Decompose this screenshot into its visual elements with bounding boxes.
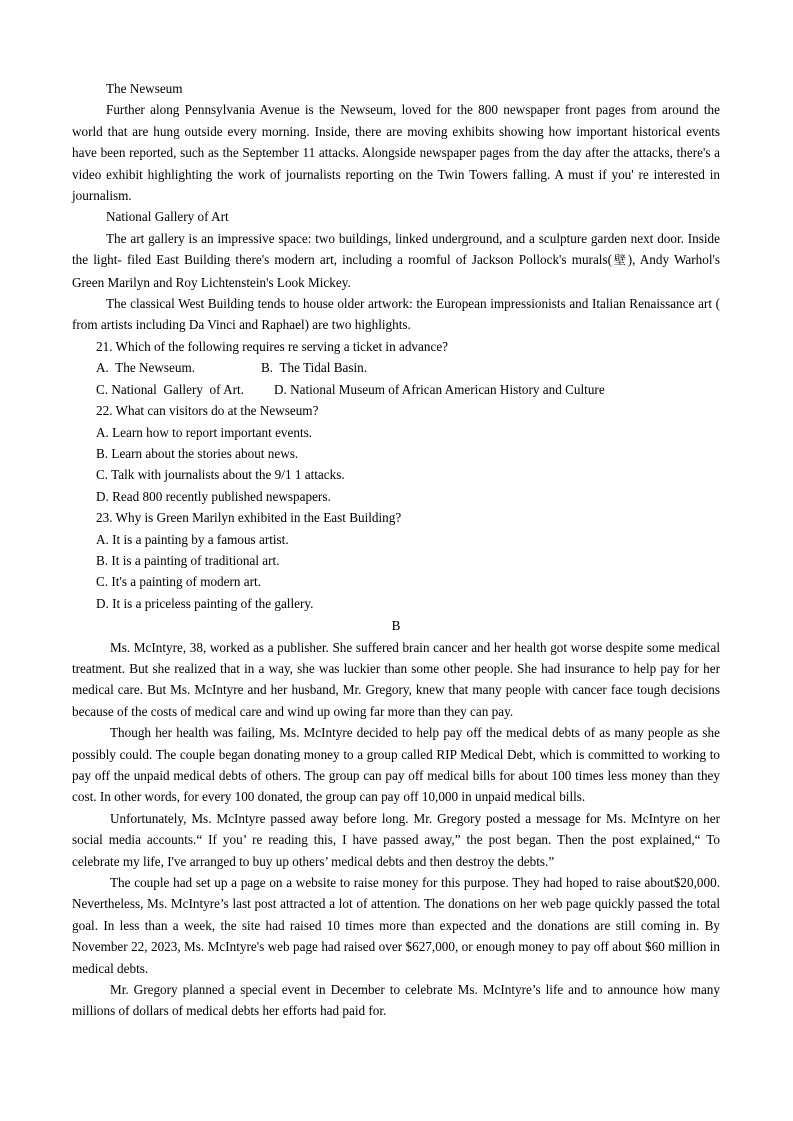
question-23-option-b[interactable]: B. It is a painting of traditional art. xyxy=(96,552,280,568)
question-23-option-d[interactable]: D. It is a priceless painting of the gallery. xyxy=(96,595,314,611)
passage-b-paragraph-1: Ms. McIntyre, 38, worked as a publisher. She suffered brain cancer and her health got worse despite some medical treatment. But she realized that in a way, she was luckier than some other people. She had insurance to help pay for her medical care. But Ms. McIntyre and her husband, Mr. Gregory, knew that many people with cancer face tough decisions because of the costs of medical care and wind up owing far more than they can pay. xyxy=(72,639,720,719)
section-paragraph-newseum: Further along Pennsylvania Avenue is the Newseum, loved for the 800 newspaper front pages from around the world that are hung outside every morning. Inside, there are moving exhibits showing how important historical events have been reported, such as the September 11 attacks. Alongside newspaper pages from the day after the attacks, there's a video exhibit highlighting the work of journalists reporting on the Twin Towers falling. A must if you' re interested in journalism. xyxy=(72,102,720,204)
section-paragraph-national-gallery-1 xyxy=(72,228,720,293)
passage-b-paragraph-4: The couple had set up a page on a website to raise money for this purpose. They had hoped to raise about$20,000. Nevertheless, Ms. McIntyre’s last post attracted a lot of attention. The donations on her web page quickly passed the total goal. In less than a week, the site had raised 10 times more than expected and the donations are still coming in. By November 22, 2023, Ms. McIntyre's web page had raised over $627,000, or enough money to pay off about $60 million in medical debts. xyxy=(72,875,720,976)
question-21-option-d[interactable]: D. National Museum of African American History and Culture xyxy=(273,381,605,397)
passage-b-paragraph-2: Though her health was failing, Ms. McIntyre decided to help pay off the medical debts of as many people as she possibly could. The couple began donating money to a group called RIP Medical Debt, which is committed to working to pay off the unpaid medical debts of others. The group can pay off medical bills for about 100 times less money than they cost. In other words, for every 100 donated, the group can pay off 10,000 in unpaid medical bills. xyxy=(72,725,720,805)
paragraph-text-part-b: ), Andy Warhol's Green Marilyn and Roy Lichtenstein's Look Mickey. xyxy=(72,252,720,290)
paragraph-text-part-a: The art gallery is an impressive space: two buildings, linked underground, and a sculpture garden next door. Inside the light- filed East Building there's modern art, including a roomful of Jackson Pollock's murals( xyxy=(72,230,720,268)
question-22-stem: 22. What can visitors do at the Newseum? xyxy=(96,403,319,419)
document-body xyxy=(72,78,720,1022)
question-21-options-row-1 xyxy=(72,357,720,378)
question-21-stem: 21. Which of the following requires re serving a ticket in advance? xyxy=(96,338,449,354)
question-23-stem: 23. Why is Green Marilyn exhibited in the East Building? xyxy=(96,510,402,526)
question-21-options-row-2 xyxy=(72,379,720,400)
question-22-option-a[interactable]: A. Learn how to report important events. xyxy=(96,424,313,440)
section-paragraph-national-gallery-2: The classical West Building tends to house older artwork: the European impressionists and Italian Renaissance art ( from artists including Da Vinci and Raphael) are two highlights. xyxy=(72,296,720,333)
chinese-gloss-character: 壁 xyxy=(612,253,628,268)
question-21-option-c[interactable]: C. National Gallery of Art. xyxy=(96,381,244,397)
section-heading-national-gallery: National Gallery of Art xyxy=(106,209,229,225)
section-heading-newseum: The Newseum xyxy=(106,81,183,96)
question-22-option-c[interactable]: C. Talk with journalists about the 9/1 1 attacks. xyxy=(96,467,345,483)
passage-b-heading: B xyxy=(391,618,401,634)
question-21-option-a[interactable]: A. The Newseum. xyxy=(96,360,196,376)
question-22-option-b[interactable]: B. Learn about the stories about news. xyxy=(96,445,299,461)
question-23-option-c[interactable]: C. It's a painting of modern art. xyxy=(96,574,261,590)
passage-b-paragraph-3: Unfortunately, Ms. McIntyre passed away before long. Mr. Gregory posted a message for Ms. McIntyre on her social media accounts.“ If you’ re reading this, I have passed away,” the post began. Then the post explained,“ To celebrate my life, I've arranged to buy up others’ medical debts and then destroy the debts.” xyxy=(72,810,720,869)
question-23-option-a[interactable]: A. It is a painting by a famous artist. xyxy=(96,531,289,547)
question-22-option-d[interactable]: D. Read 800 recently published newspapers. xyxy=(96,488,331,504)
question-21-option-b[interactable]: B. The Tidal Basin. xyxy=(261,360,368,376)
passage-b-paragraph-5: Mr. Gregory planned a special event in December to celebrate Ms. McIntyre’s life and to announce how many millions of dollars of medical debts her efforts had paid for. xyxy=(72,982,720,1019)
